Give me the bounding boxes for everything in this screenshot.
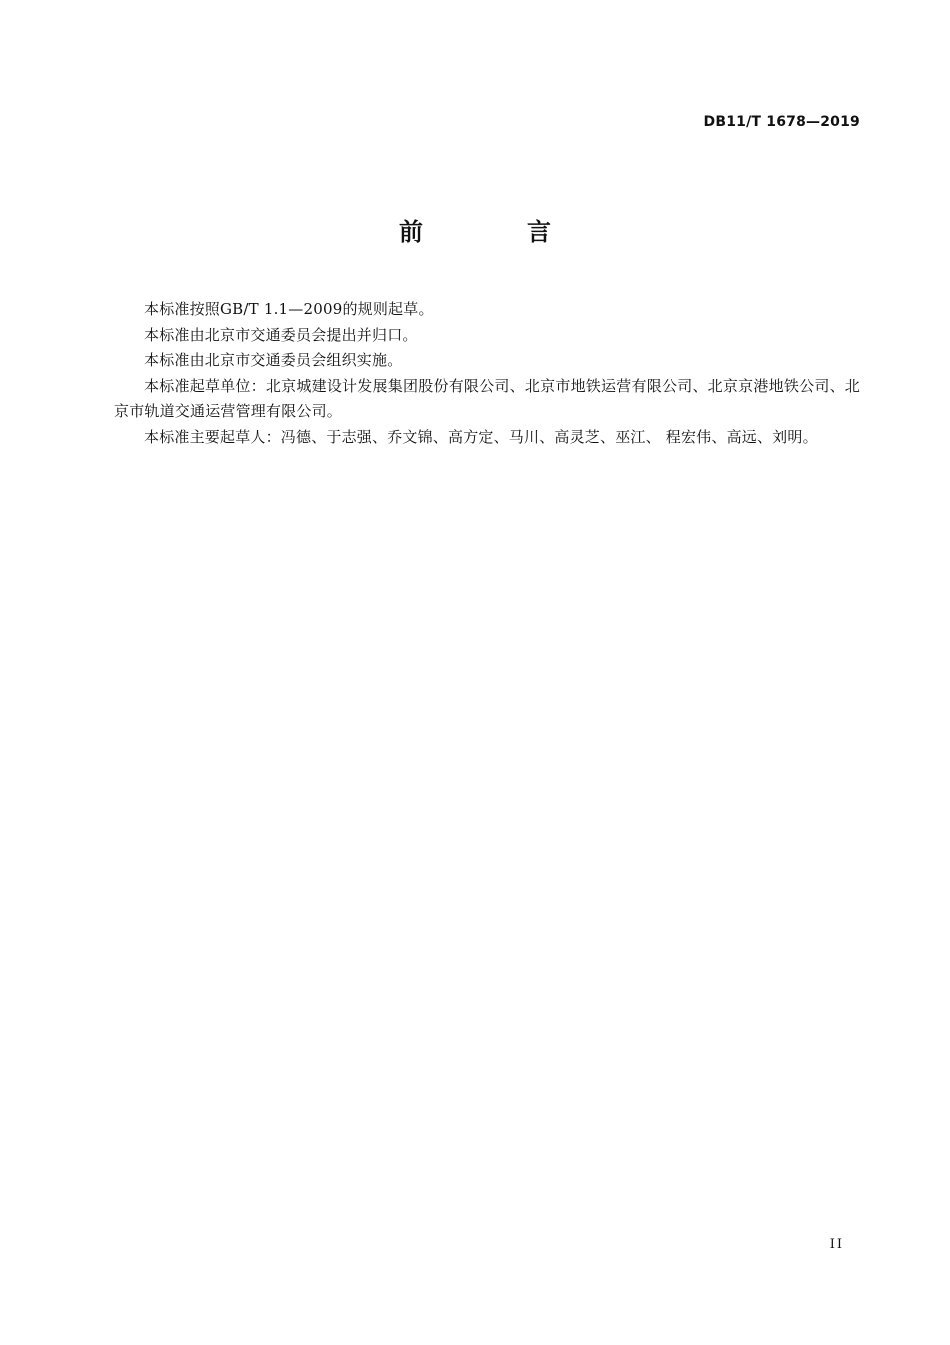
paragraph-drafting-units: 本标准起草单位：北京城建设计发展集团股份有限公司、北京市地铁运营有限公司、北京京港地铁公司、北京市轨道交通运营管理有限公司。 bbox=[114, 376, 860, 421]
page-title: 前 言 bbox=[399, 218, 591, 246]
paragraph-drafters: 本标准主要起草人：冯德、于志强、乔文锦、高方定、马川、高灵芝、巫江、 程宏伟、高远、刘明。 bbox=[144, 427, 818, 446]
paragraph-implementer: 本标准由北京市交通委员会组织实施。 bbox=[144, 351, 403, 370]
standard-code: DB11/T 1678—2019 bbox=[703, 114, 860, 130]
page-number: II bbox=[829, 1237, 844, 1252]
paragraph-proposer: 本标准由北京市交通委员会提出并归口。 bbox=[144, 325, 418, 344]
foreword-content bbox=[114, 297, 860, 451]
paragraph-drafting-rules: 本标准按照GB/T 1.1—2009的规则起草。 bbox=[144, 300, 434, 318]
